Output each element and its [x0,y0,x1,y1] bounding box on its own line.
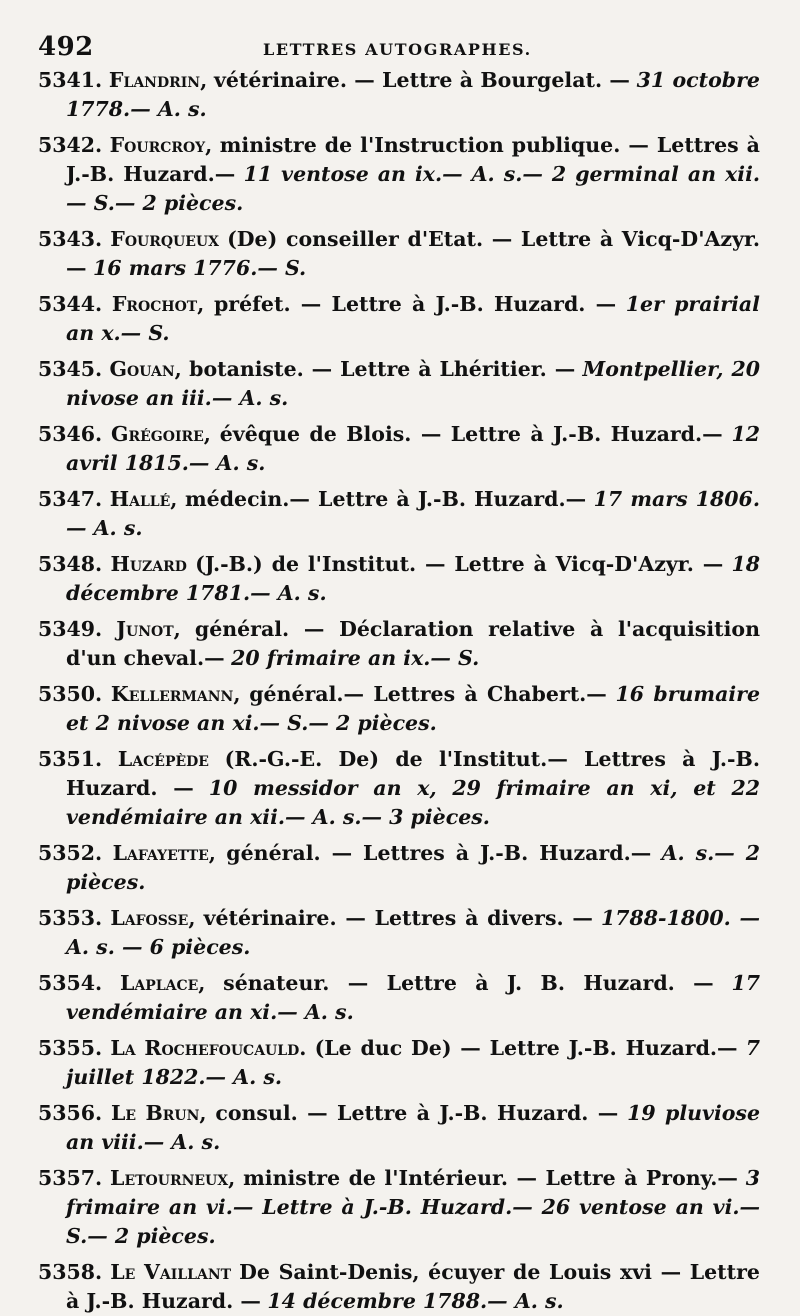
entry-description: botaniste. — Lettre à Lhéritier. — [189,357,576,381]
entry-number: 5354. [38,971,103,995]
entry-description: consul. — Lettre à J.-B. Huzard. — [215,1101,619,1125]
entry-date: 17 vendémiaire an xi.— A. s. [66,971,760,1024]
page-header [38,28,760,64]
catalog-entry [38,225,760,283]
entry-number: 5346. [38,422,103,446]
entry-description: vétérinaire. — Lettres à divers. — [203,906,593,930]
entry-name: Le Vaillant [110,1260,232,1284]
entry-description: général.— Lettres à Chabert.— [249,682,607,706]
entry-description: évêque de Blois. — Lettre à J.-B. Huzard.— [219,422,723,446]
entry-name: Laplace, [119,971,206,995]
entry-number: 5345. [38,357,103,381]
catalog-entry [38,420,760,478]
entry-description: (R.-G.-E. De) de l'Institut.— Lettres à J.-B. Huzard. — [66,747,760,800]
entry-date: 20 frimaire an ix.— S. [231,646,480,670]
entry-name: Le Brun, [110,1101,207,1125]
entry-name: Junot, [116,617,181,641]
entry-date: 18 décembre 1781.— A. s. [66,552,760,605]
entry-name: Lacépède [117,747,209,771]
catalog-entry [38,485,760,543]
entry-date: 1er prairial an x.— S. [66,292,760,345]
entry-date: 11 ventose an ix.— A. s.— 2 germinal an xii. — S.— 2 pièces. [66,162,760,215]
entry-date: 16 mars 1776.— S. [93,256,307,280]
entry-description: vétérinaire. — Lettre à Bourgelat. — [213,68,630,92]
entry-name: Frochot, [111,292,205,316]
entry-number: 5350. [38,682,103,706]
entry-description: (Le duc De) — Lettre J.-B. Huzard.— [314,1036,738,1060]
entry-name: Grégoire, [110,422,211,446]
entry-number: 5352. [38,841,103,865]
entry-date: A. s.— 2 pièces. [66,841,760,894]
entry-name: Hallé, [109,487,178,511]
catalog-entry [38,1164,760,1251]
catalog-entry [38,131,760,218]
entry-number: 5342. [38,133,103,157]
catalog-entry [38,290,760,348]
entry-date: 10 messidor an x, 29 frimaire an xi, et 22 vendémiaire an xii.— A. s.— 3 pièces. [66,776,760,829]
catalog-entry [38,550,760,608]
entry-name: Huzard [110,552,187,576]
entry-description: général. — Déclaration relative à l'acquisition d'un cheval.— [66,617,760,670]
entry-number: 5358. [38,1260,103,1284]
entry-number: 5344. [38,292,103,316]
entry-description: général. — Lettres à J.-B. Huzard.— [226,841,652,865]
entry-date: 3 frimaire an vi.— Lettre à J.-B. Huzard.— 26 ventose an vi.— S.— 2 pièces. [66,1166,760,1248]
entry-number: 5349. [38,617,103,641]
entry-name: Fourqueux [110,227,220,251]
entry-name: La Rochefoucauld. [110,1036,307,1060]
catalog-entry [38,355,760,413]
page-number: 492 [38,32,94,62]
entry-number: 5355. [38,1036,103,1060]
entry-date: 12 avril 1815.— A. s. [66,422,760,475]
entry-number: 5341. [38,68,103,92]
entry-date: 17 mars 1806. — A. s. [66,487,760,540]
entry-date: 16 brumaire et 2 nivose an xi.— S.— 2 pièces. [66,682,760,735]
entry-description: sénateur. — Lettre à J. B. Huzard. — [223,971,714,995]
catalog-entry [38,839,760,897]
entry-description: ministre de l'Intérieur. — Lettre à Prony.— [243,1166,738,1190]
entry-list [38,66,760,1316]
entry-number: 5356. [38,1101,103,1125]
entry-name: Lafosse, [110,906,196,930]
entry-number: 5347. [38,487,103,511]
entry-date: 31 octobre 1778.— A. s. [66,68,760,121]
entry-number: 5351. [38,747,103,771]
entry-date: 14 décembre 1788.— A. s. [267,1289,564,1313]
entry-number: 5353. [38,906,103,930]
entry-date: 1788-1800. — A. s. — 6 pièces. [66,906,760,959]
catalog-entry [38,1034,760,1092]
entry-name: Gouan, [109,357,182,381]
entry-name: Letourneux, [110,1166,236,1190]
entry-description: De Saint-Denis, écuyer de Louis xvi — Lettre à J.-B. Huzard. — [66,1260,760,1313]
entry-name: Flandrin, [108,68,208,92]
catalog-entry [38,680,760,738]
catalog-entry [38,66,760,124]
entry-description: médecin.— Lettre à J.-B. Huzard.— [184,487,587,511]
entry-date: Montpellier, 20 nivose an iii.— A. s. [66,357,760,410]
entry-name: Fourcroy, [109,133,213,157]
entry-description: (J.-B.) de l'Institut. — Lettre à Vicq-D'Azyr. — [195,552,724,576]
catalog-entry [38,1258,760,1316]
entry-name: Lafayette, [112,841,216,865]
entry-description: (De) conseiller d'Etat. — Lettre à Vicq-D'Azyr. — [66,227,760,280]
entry-number: 5357. [38,1166,103,1190]
running-title: LETTRES AUTOGRAPHES. [263,40,532,59]
catalog-entry [38,969,760,1027]
entry-date: 19 pluviose an viii.— A. s. [66,1101,760,1154]
catalog-entry [38,904,760,962]
entry-number: 5343. [38,227,103,251]
entry-number: 5348. [38,552,103,576]
entry-description: ministre de l'Instruction publique. — Lettres à J.-B. Huzard.— [66,133,760,186]
entry-date: 7 juillet 1822.— A. s. [66,1036,760,1089]
entry-description: préfet. — Lettre à J.-B. Huzard. — [213,292,617,316]
catalog-entry [38,745,760,832]
catalog-entry [38,615,760,673]
entry-name: Kellermann, [110,682,241,706]
catalog-entry [38,1099,760,1157]
